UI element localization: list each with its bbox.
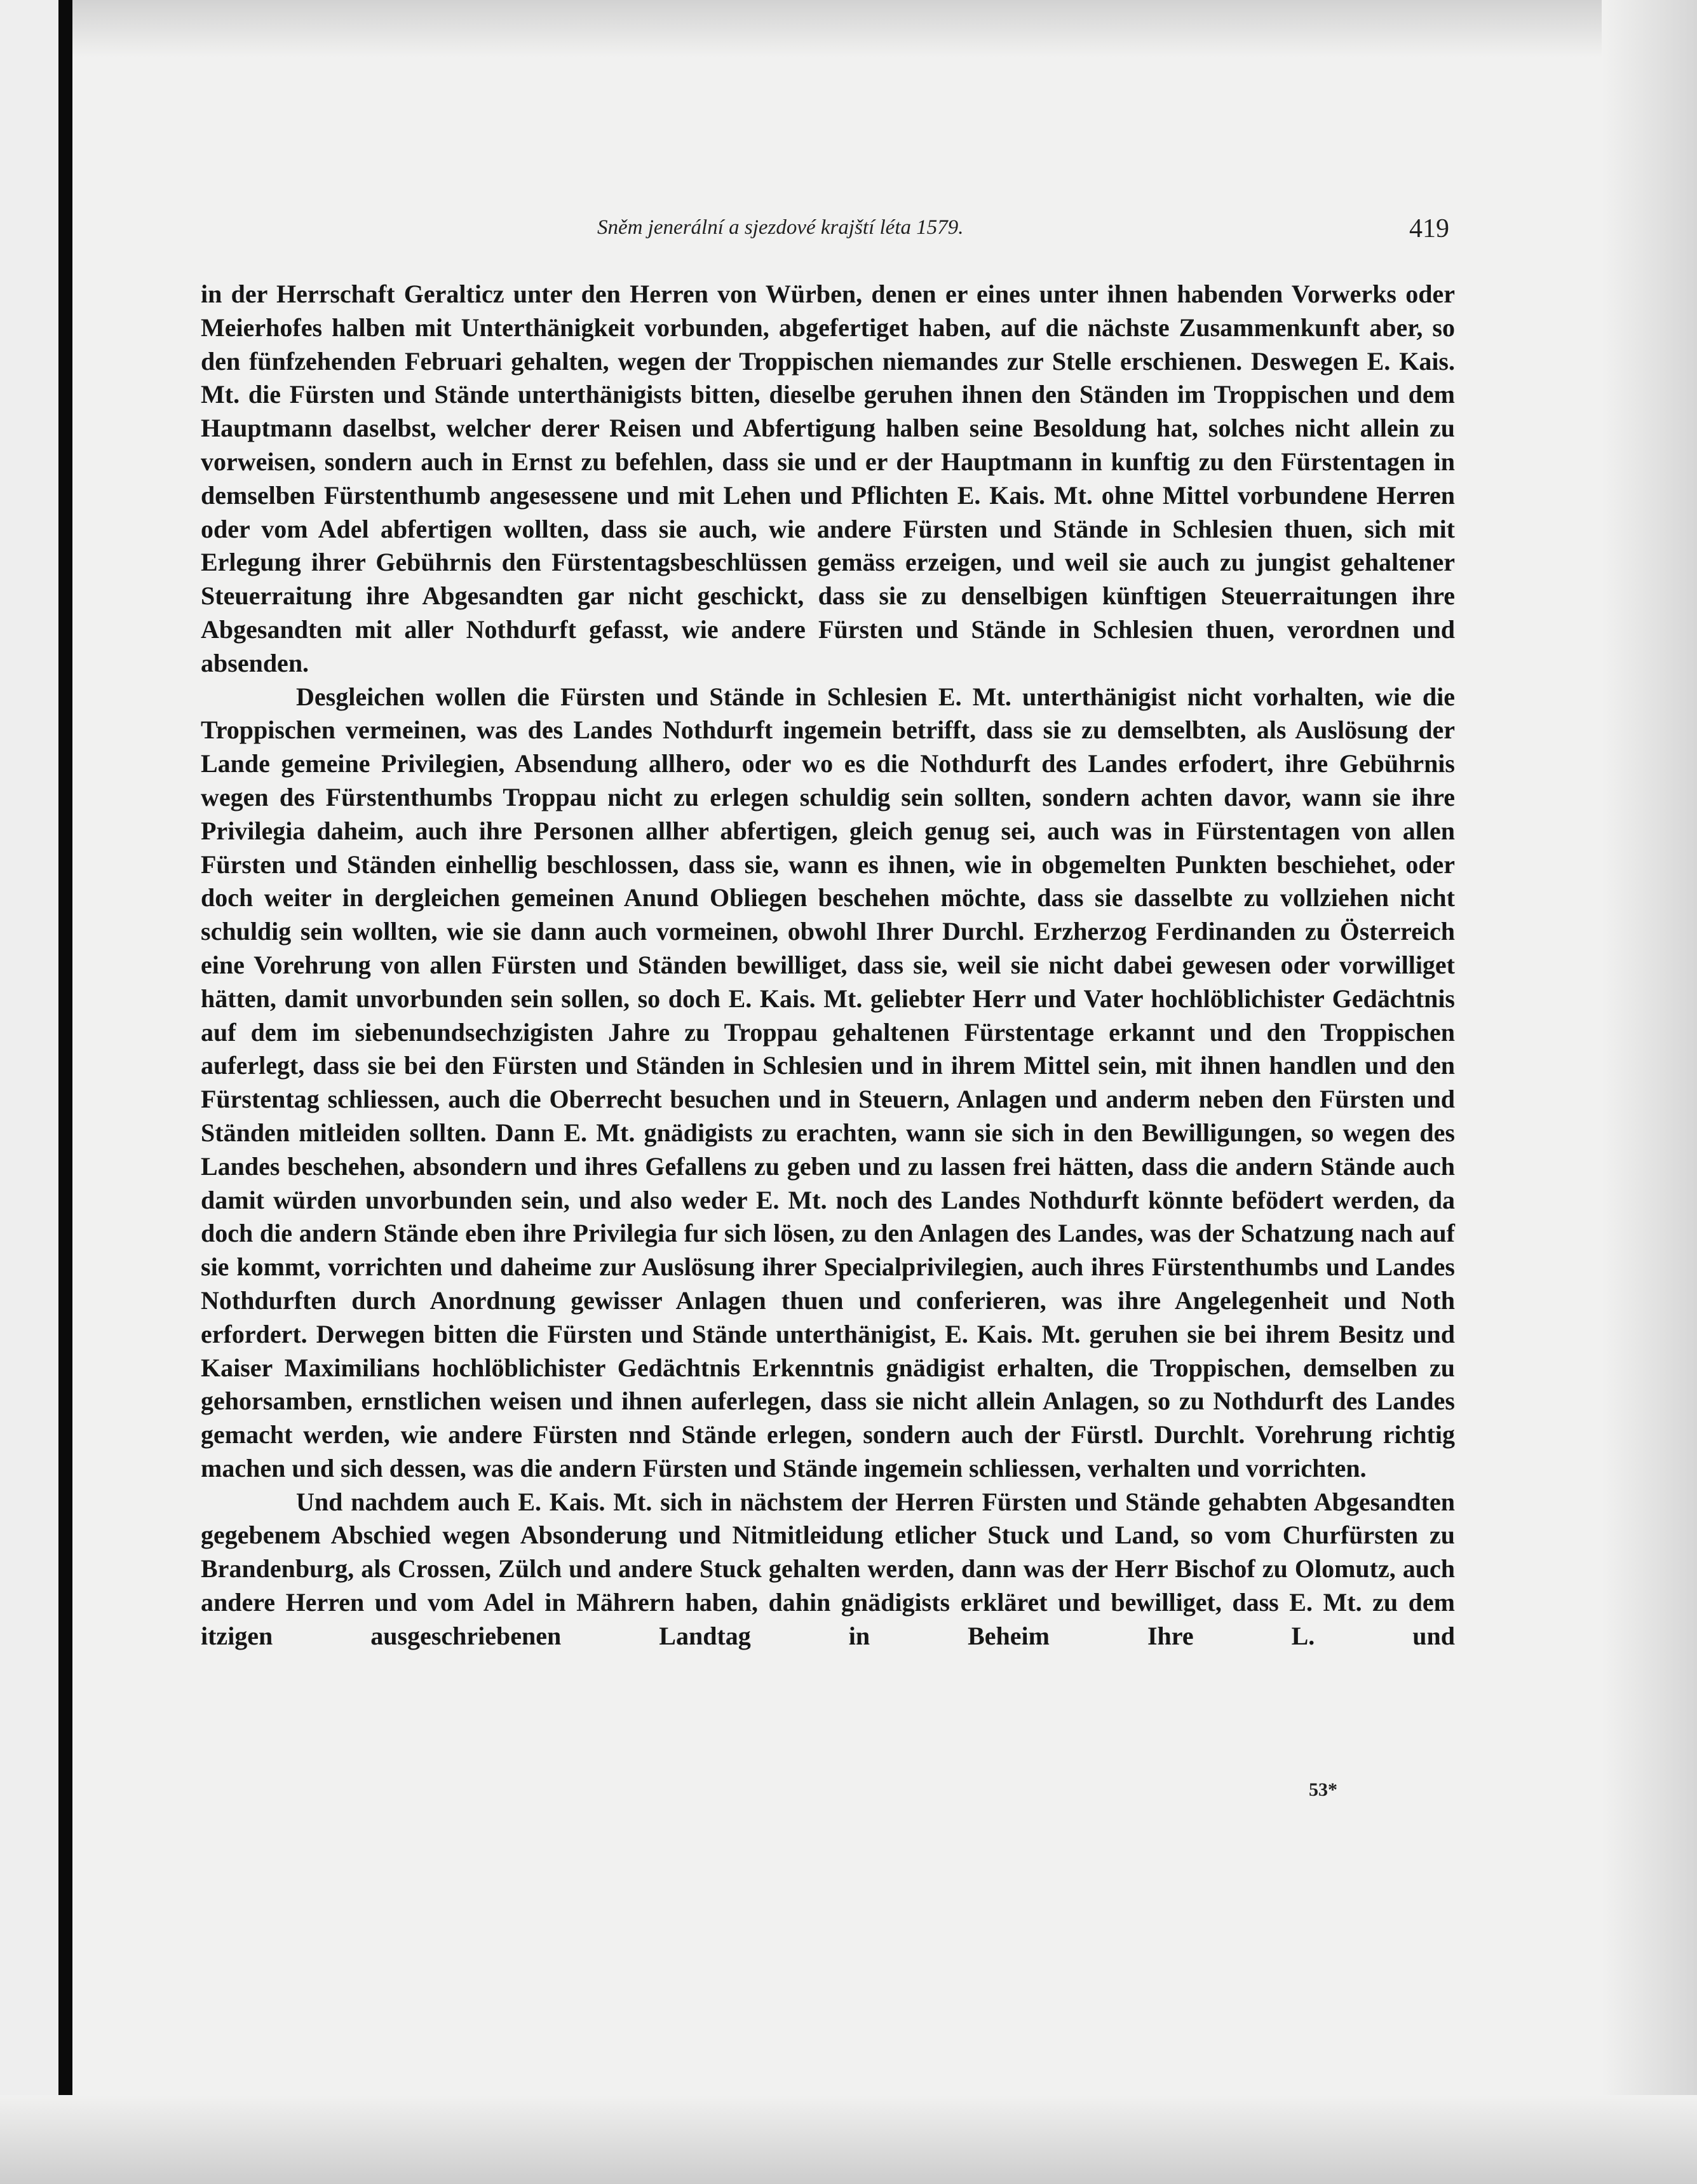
page-number: 419: [1409, 214, 1449, 243]
running-head: Sněm jenerální a sjezdové krajští léta 1579.: [597, 216, 964, 239]
scan-shade-right: [1602, 0, 1697, 2184]
binding-shadow: [58, 0, 72, 2184]
paragraph-1: in der Herrschaft Geralticz unter den Herren von Würben, denen er eines unter ihnen habenden Vorwerks oder Meierhofes halben mit Unterthänigkeit vorbunden, abgefertiget haben, auf die nächste Zusammenkunft aber, so den fünfzehenden Februari gehalten, wegen der Troppischen niemandes zur Stelle erschienen. Deswegen E. Kais. Mt. die Fürsten und Stände unterthänigists bitten, dieselbe geruhen ihnen den Ständen im Troppischen und dem Hauptmann daselbst, welcher derer Reisen und Abfertigung halben seine Besoldung hat, solches nicht allein zu vorweisen, sondern auch in Ernst zu befehlen, dass sie und er der Hauptmann in kunftig zu den Fürstentagen in demselben Fürstenthumb angesessene und mit Lehen und Pflichten E. Kais. Mt. ohne Mittel vorbundene Herren oder vom Adel abfertigen wollten, dass sie auch, wie andere Fürsten und Stände in Schlesien thuen, sich mit Erlegung ihrer Gebührnis den Fürstentagsbeschlüssen gemäss erzeigen, und weil sie auch zu jungist gehaltener Steuerraitung ihre Abgesandten gar nicht geschickt, dass sie zu denselbigen künftigen Steuerraitungen ihre Abgesandten mit aller Nothdurft gefasst, wie andere Fürsten und Stände in Schlesien thuen, verordnen und absenden.: [201, 280, 1455, 677]
body-text: [201, 278, 1455, 1653]
scan-shade-bottom: [0, 2095, 1697, 2184]
paragraph-3: Und nachdem auch E. Kais. Mt. sich in nächstem der Herren Fürsten und Stände gehabten Abgesandten gegebenem Abschied wegen Absonderung und Nitmitleidung etlicher Stuck und Land, so vom Churfürsten zu Brandenburg, als Crossen, Zülch und andere Stuck gehalten werden, dann was der Herr Bischof zu Olomutz, auch andere Herren und vom Adel in Mährern haben, dahin gnädigists erkläret und bewilliget, dass E. Mt. zu dem itzigen ausgeschriebenen Landtag in Beheim Ihre L. und: [201, 1487, 1455, 1650]
page-edge-left: [0, 0, 58, 2184]
paragraph-2: Desgleichen wollen die Fürsten und Stände in Schlesien E. Mt. unterthänigist nicht vorhalten, wie die Troppischen vermeinen, was des Landes Nothdurft ingemein betrifft, dass sie zu demselbten, als Auslösung der Lande gemeine Privilegien, Absendung allhero, oder wo es die Nothdurft des Landes erfodert, ihre Gebührnis wegen des Fürstenthumbs Troppau nicht zu erlegen schuldig sein sollten, sondern achten davor, wann sie ihre Privilegia daheim, auch ihre Personen allher abfertigen, gleich genug sei, auch was in Fürstentagen von allen Fürsten und Ständen einhellig beschlossen, dass sie, wann es ihnen, wie in obgemelten Punkten beschiehet, oder doch weiter in dergleichen gemeinen Anund Obliegen beschehen möchte, dass sie dasselbte zu vollziehen nicht schuldig sein wollten, wie sie dann auch vormeinen, obwohl Ihrer Durchl. Erzherzog Ferdinanden zu Österreich eine Vorehrung von allen Fürsten und Ständen bewilliget, dass sie, weil sie nicht dabei gewesen oder vorwilliget hätten, damit unvorbunden sein sollen, so doch E. Kais. Mt. geliebter Herr und Vater hochlöblichister Gedächtnis auf dem im siebenundsechzigisten Jahre zu Troppau gehaltenen Fürstentage erkannt und den Troppischen auferlegt, dass sie bei den Fürsten und Ständen in Schlesien und in ihrem Mittel sein, mit ihnen handlen und den Fürstentag schliessen, auch die Oberrecht besuchen und in Steuern, Anlagen und anderm neben den Fürsten und Ständen mitleiden sollten. Dann E. Mt. gnädigists zu erachten, wann sie sich in den Bewilligungen, so wegen des Landes beschehen, absondern und ihres Gefallens zu geben und zu lassen frei hätten, dass die andern Stände auch damit würden unvorbunden sein, und also weder E. Mt. noch des Landes Nothdurft könnte befödert werden, da doch die andern Stände eben ihre Privilegia fur sich lösen, zu den Anlagen des Landes, was der Schatzung nach auf sie kommt, vorrichten und daheime zur Auslösung ihrer Specialprivilegien, auch ihres Fürstenthumbs und Landes Nothdurften durch Anordnung gewisser Anlagen thuen und conferieren, was ihre Angelegenheit und Noth erfordert. Derwegen bitten die Fürsten und Stände unterthänigist, E. Kais. Mt. geruhen sie bei ihrem Besitz und Kaiser Maximilians hochlöblichister Gedächtnis Erkenntnis gnädigist erhalten, die Troppischen, demselben zu gehorsamben, ernstlichen weisen und ihnen auferlegen, dass sie nicht allein Anlagen, so zu Nothdurft des Landes gemacht werden, wie andere Fürsten nnd Stände erlegen, sondern auch der Fürstl. Durchlt. Vorehrung richtig machen und sich dessen, was die andern Fürsten und Stände ingemein schliessen, verhalten und vorrichten.: [201, 682, 1455, 1482]
scan-shade-top: [72, 0, 1697, 57]
signature-mark: 53*: [1309, 1779, 1337, 1800]
